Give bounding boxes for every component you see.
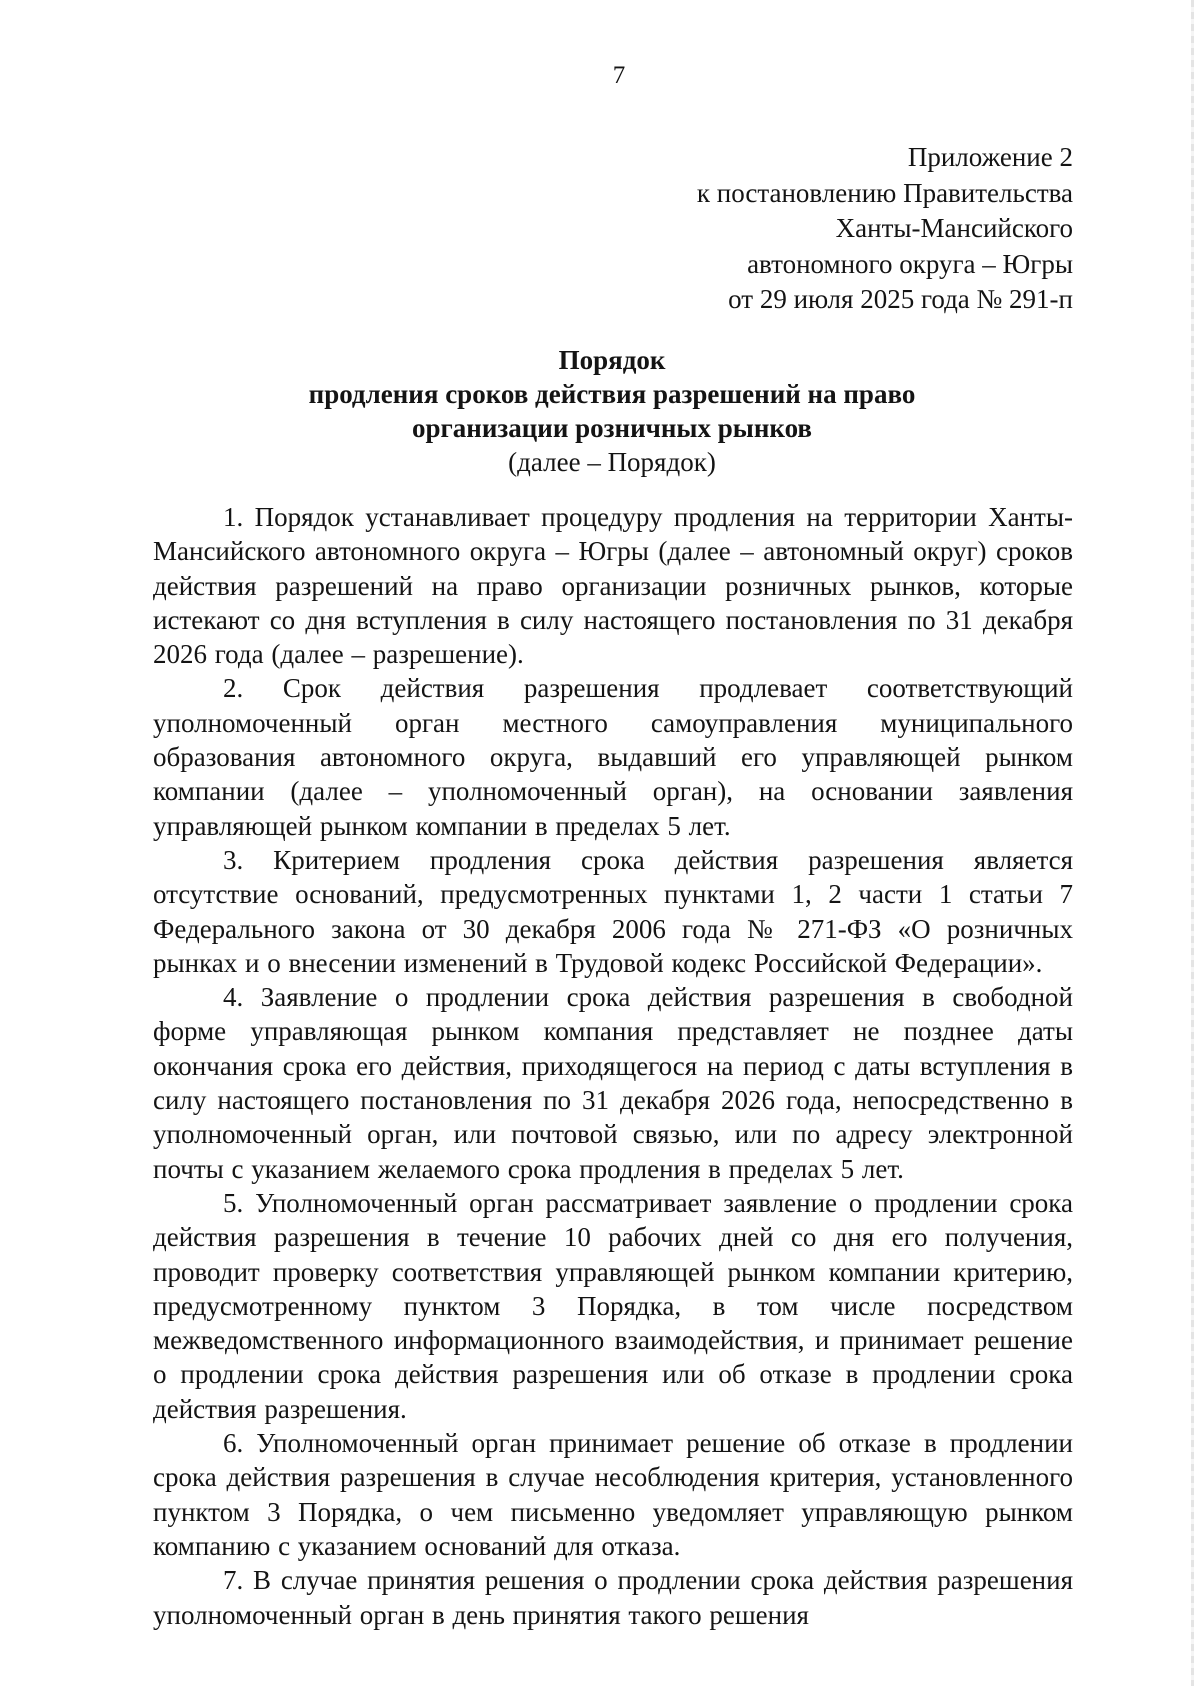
scan-edge-artifact (1191, 0, 1194, 1686)
page-number: 7 (612, 62, 626, 89)
paragraph: 1. Порядок устанавливает процедуру продления на территории Ханты-Мансийского автономного округа – Югры (далее – автономный округ) сроков действия разрешений на право организации розничных рынков, которые истекают со дня вступления в силу настоящего постановления по 31 декабря 2026 года (далее – разрешение). (153, 502, 1073, 670)
appendix-line: автономного округа – Югры (747, 248, 1073, 279)
document-body (153, 500, 1073, 1632)
paragraph: 4. Заявление о продлении срока действия разрешения в свободной форме управляющая рынком компания представляет не позднее даты окончания срока его действия, приходящегося на период с даты вступления в силу настоящего постановления по 31 декабря 2026 года, непосредственно в уполномоченный орган, или почтовой связью, или по адресу электронной почты с указанием желаемого срока продления в пределах 5 лет. (153, 982, 1073, 1184)
appendix-header (513, 140, 1073, 318)
paragraph: 3. Критерием продления срока действия разрешения является отсутствие оснований, предусмотренных пунктами 1, 2 части 1 статьи 7 Федерального закона от 30 декабря 2006 года № 271-ФЗ «О розничных рынках и о внесении изменений в Трудовой кодекс Российской Федерации». (153, 844, 1073, 978)
paragraph: 5. Уполномоченный орган рассматривает заявление о продлении срока действия разрешения в течение 10 рабочих дней со дня его получения, проводит проверку соответствия управляющей рынком компании критерию, предусмотренному пунктом 3 Порядка, в том числе посредством межведомственного информационного взаимодействия, и принимает решение о продлении срока действия разрешения или об отказе в продлении срока действия разрешения. (153, 1187, 1073, 1424)
appendix-line: от 29 июля 2025 года № 291-п (728, 284, 1073, 314)
paragraph: 2. Срок действия разрешения продлевает соответствующий уполномоченный орган местного самоуправления муниципального образования автономного округа, выдавший его управляющей рынком компании (далее – уполномоченный орган), на основании заявления управляющей рынком компании в пределах 5 лет. (153, 673, 1073, 841)
appendix-line: к постановлению Правительства (696, 177, 1073, 208)
paragraph: 7. В случае принятия решения о продлении срока действия разрешения уполномоченный орган в день принятия такого решения (153, 1565, 1073, 1630)
title-subtitle: (далее – Порядок) (508, 447, 716, 477)
appendix-line: Ханты-Мансийского (835, 213, 1073, 243)
title-line: организации розничных рынков (411, 413, 813, 443)
appendix-line: Приложение 2 (907, 142, 1073, 172)
title-line: Порядок (558, 345, 666, 375)
document-title (152, 343, 1072, 479)
title-line: продления сроков действия разрешений на право (308, 379, 916, 409)
paragraph: 6. Уполномоченный орган принимает решение об отказе в продлении срока действия разрешения в случае несоблюдения критерия, установленного пунктом 3 Порядка, о чем письменно уведомляет управляющую рынком компанию с указанием оснований для отказа. (153, 1428, 1073, 1561)
